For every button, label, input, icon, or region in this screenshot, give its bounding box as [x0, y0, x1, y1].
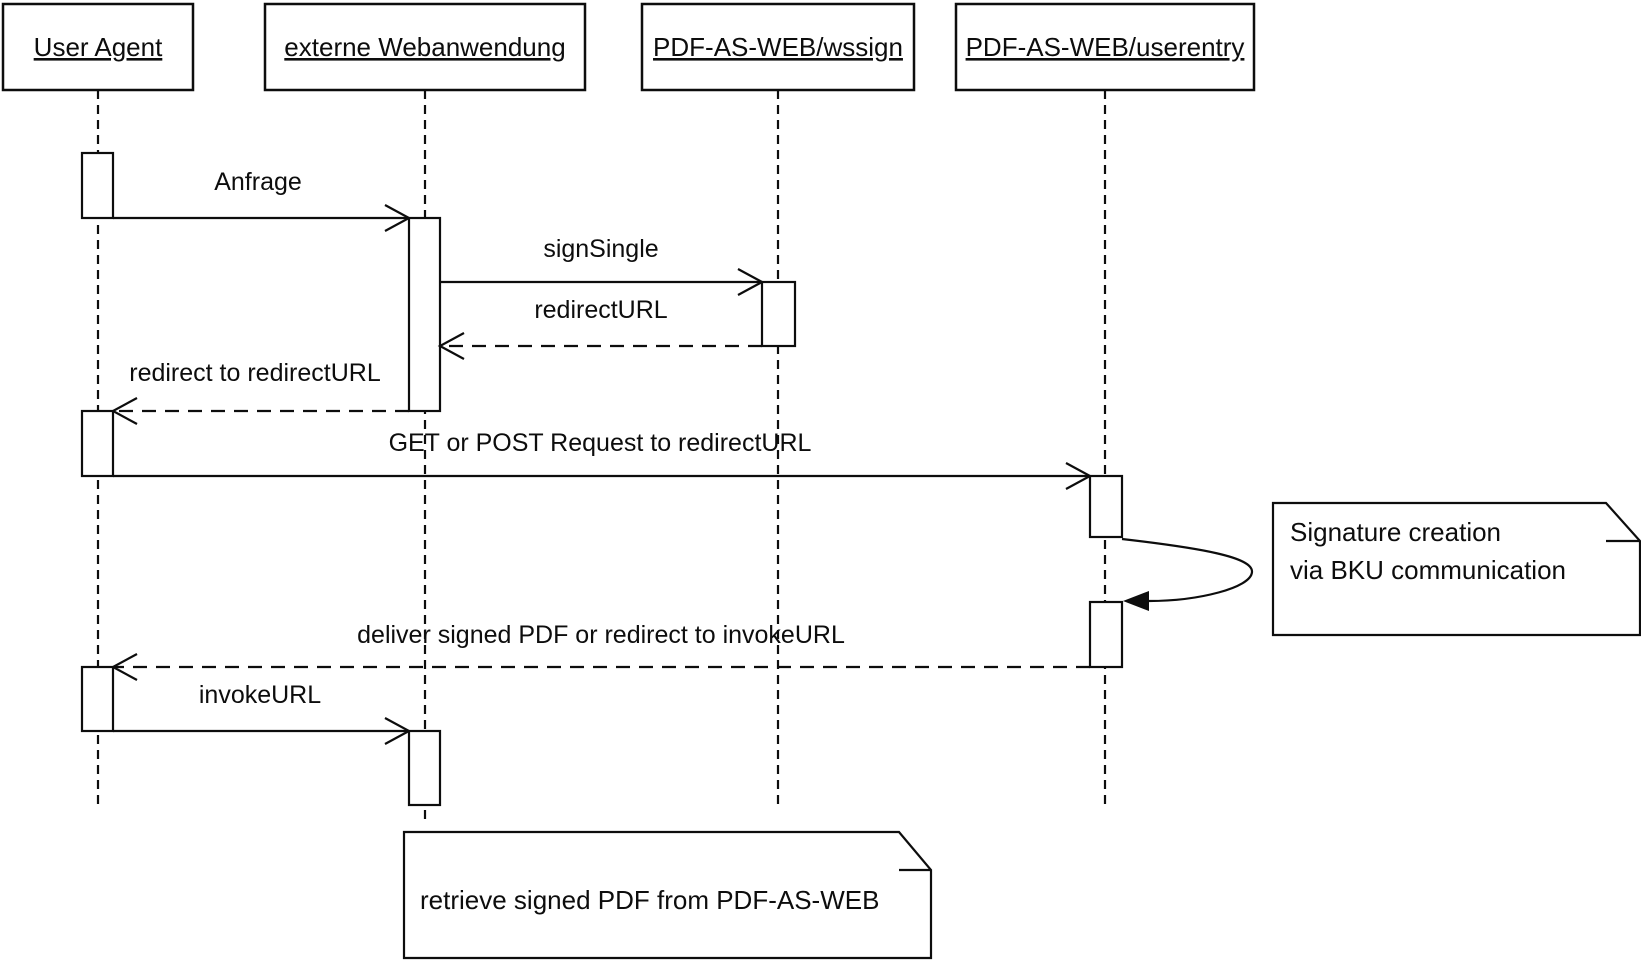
activation-user-agent-1	[82, 153, 113, 218]
activation-externe-2	[409, 731, 440, 805]
lifelines	[98, 90, 1105, 824]
note-signature-creation	[1273, 503, 1640, 635]
message-deliver-signed-pdf-label: deliver signed PDF or redirect to invokeURL	[357, 621, 845, 649]
note-retrieve-signed-pdf	[404, 832, 931, 958]
message-redirect-to-redirecturl-label: redirect to redirectURL	[129, 359, 381, 387]
actor-headers	[3, 4, 1254, 90]
message-deliver-signed-pdf	[113, 621, 1090, 680]
note-signature-creation-line1: Signature creation	[1290, 517, 1502, 547]
activation-userentry-1	[1090, 476, 1122, 537]
activation-userentry-2	[1090, 602, 1122, 667]
actor-label-user-agent: User Agent	[33, 32, 163, 62]
message-get-post-request-label: GET or POST Request to redirectURL	[388, 429, 812, 457]
message-self-bku	[1122, 539, 1252, 611]
activation-externe-1	[409, 218, 440, 411]
message-self-bku-curve	[1122, 539, 1252, 601]
actor-label-pdf-as-web-wssign: PDF-AS-WEB/wssign	[653, 32, 903, 62]
message-get-post-request	[113, 429, 1090, 489]
message-invokeurl-label: invokeURL	[198, 681, 322, 709]
activation-user-agent-2	[82, 411, 113, 476]
arrowhead-filled-left	[1123, 591, 1149, 611]
message-redirecturl	[440, 296, 762, 359]
message-signsingle	[440, 235, 762, 295]
message-signsingle-label: signSingle	[543, 235, 659, 263]
message-invokeurl	[113, 681, 409, 744]
note-signature-creation-line2: via BKU communication	[1290, 555, 1566, 585]
activation-wssign-1	[762, 282, 795, 346]
message-redirect-to-redirecturl	[113, 359, 409, 424]
actor-label-externe-webanwendung: externe Webanwendung	[284, 32, 566, 62]
message-anfrage	[113, 168, 409, 231]
actor-label-pdf-as-web-userentry: PDF-AS-WEB/userentry	[965, 32, 1245, 62]
activation-user-agent-3	[82, 667, 113, 731]
message-redirecturl-label: redirectURL	[534, 296, 668, 324]
message-anfrage-label: Anfrage	[214, 168, 302, 196]
note-retrieve-signed-pdf-line1: retrieve signed PDF from PDF-AS-WEB	[420, 885, 880, 915]
